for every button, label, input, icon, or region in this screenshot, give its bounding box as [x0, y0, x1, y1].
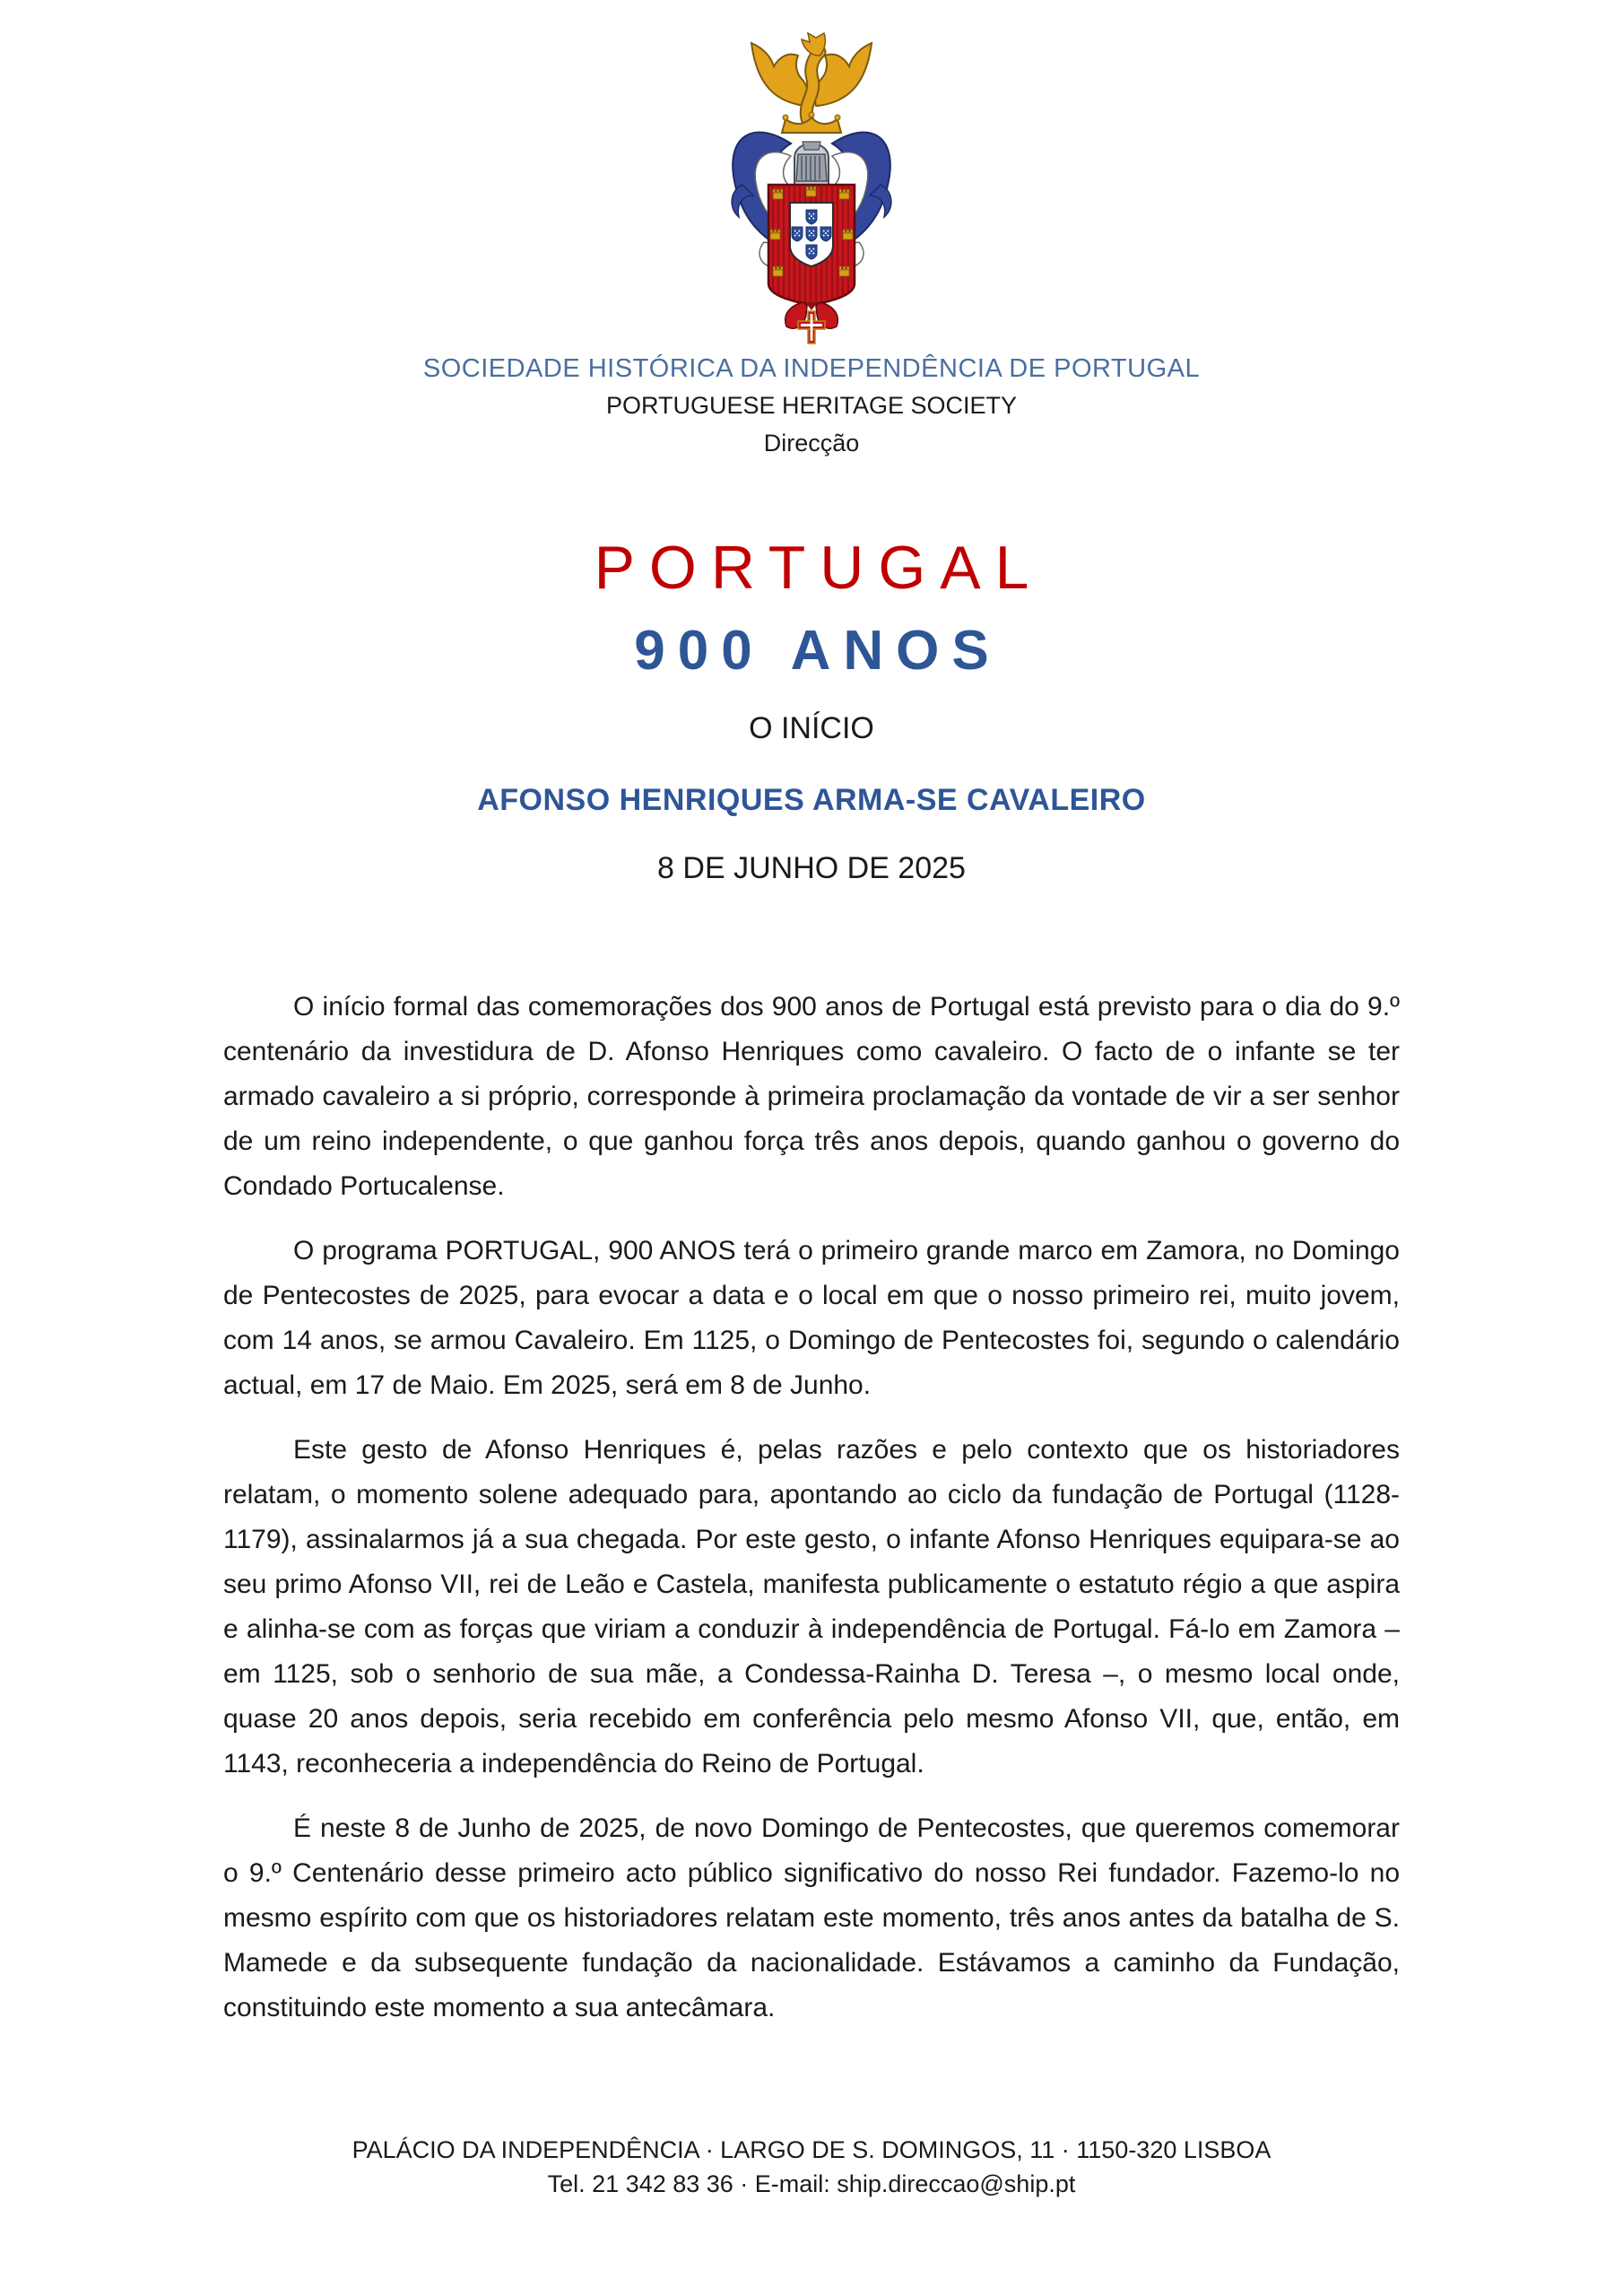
paragraph-1: O início formal das comemorações dos 900 anos de Portugal está previsto para o dia do 9.º centenário da investidura de D. Afonso Henriques como cavaleiro. O facto de o infante se ter armado cavaleiro a si próprio, corresponde à primeira proclamação da vontade de vir a ser senhor de um reino independente, o que ganhou força três anos depois, quando ganhou o governo do Condado Portucalense.	[223, 992, 1400, 1201]
footer-contact: Tel. 21 342 83 36 · E-mail: ship.direccao@ship.pt	[547, 2170, 1076, 2197]
dragon-crest	[751, 33, 872, 118]
paragraph-2: O programa PORTUGAL, 900 ANOS terá o primeiro grande marco em Zamora, no Domingo de Pentecostes de 2025, para evocar a data e o local em que o nosso primeiro rei, muito jovem, com 14 anos, se armou Cavaleiro. Em 1125, o Domingo de Pentecostes foi, segundo o calendário actual, em 17 de Maio. Em 2025, será em 8 de Junho.	[223, 1236, 1400, 1400]
footer	[0, 2133, 1623, 2201]
paragraph-3: Este gesto de Afonso Henriques é, pelas razões e pelo contexto que os historiadores relatam, o momento solene adequado para, apontando ao ciclo da fundação de Portugal (1128-1179), assinalarmos já a sua chegada. Por este gesto, o infante Afonso Henriques equipara-se ao seu primo Afonso VII, rei de Leão e Castela, manifesta publicamente o estatuto régio a que aspira e alinha-se com as forças que viriam a conduzir à independência de Portugal. Fá-lo em Zamora – em 1125, sob o senhorio de sua mãe, a Condessa-Rainha D. Teresa –, o mesmo local onde, quase 20 anos depois, seria recebido em conferência pelo mesmo Afonso VII, que, então, em 1143, reconheceria a independência do Reino de Portugal.	[223, 1435, 1400, 1779]
document-title-block	[0, 535, 1623, 886]
date-line: 8 DE JUNHO DE 2025	[657, 851, 966, 885]
crown	[782, 112, 841, 133]
helmet	[794, 142, 829, 188]
title-portugal: PORTUGAL	[594, 534, 1044, 602]
title-900-anos: 900 ANOS	[634, 620, 1002, 682]
org-name-english: PORTUGUESE HERITAGE SOCIETY	[605, 392, 1018, 419]
body-text	[223, 985, 1400, 2031]
shield	[768, 185, 855, 305]
headline: AFONSO HENRIQUES ARMA-SE CAVALEIRO	[477, 783, 1146, 817]
paragraph-4: É neste 8 de Junho de 2025, de novo Domingo de Pentecostes, que queremos comemorar o 9.º Centenário desse primeiro acto público significativo do nosso Rei fundador. Fazemo-lo no mesmo espírito com que os historiadores relatam este momento, três anos antes da batalha de S. Mamede e da subsequente fundação da nacionalidade. Estávamos a caminho da Fundação, constituindo este momento a sua antecâmara.	[223, 1813, 1400, 2022]
org-name-portuguese: SOCIEDADE HISTÓRICA DA INDEPENDÊNCIA DE PORTUGAL	[422, 354, 1201, 383]
ribbon-and-cross	[785, 302, 838, 344]
org-department: Direcção	[763, 430, 860, 457]
portugal-coat-of-arms-icon	[717, 30, 906, 344]
letterhead	[0, 0, 1623, 457]
footer-address: PALÁCIO DA INDEPENDÊNCIA · LARGO DE S. DOMINGOS, 11 · 1150-320 LISBOA	[352, 2136, 1271, 2163]
subtitle-inicio: O INÍCIO	[749, 711, 874, 745]
